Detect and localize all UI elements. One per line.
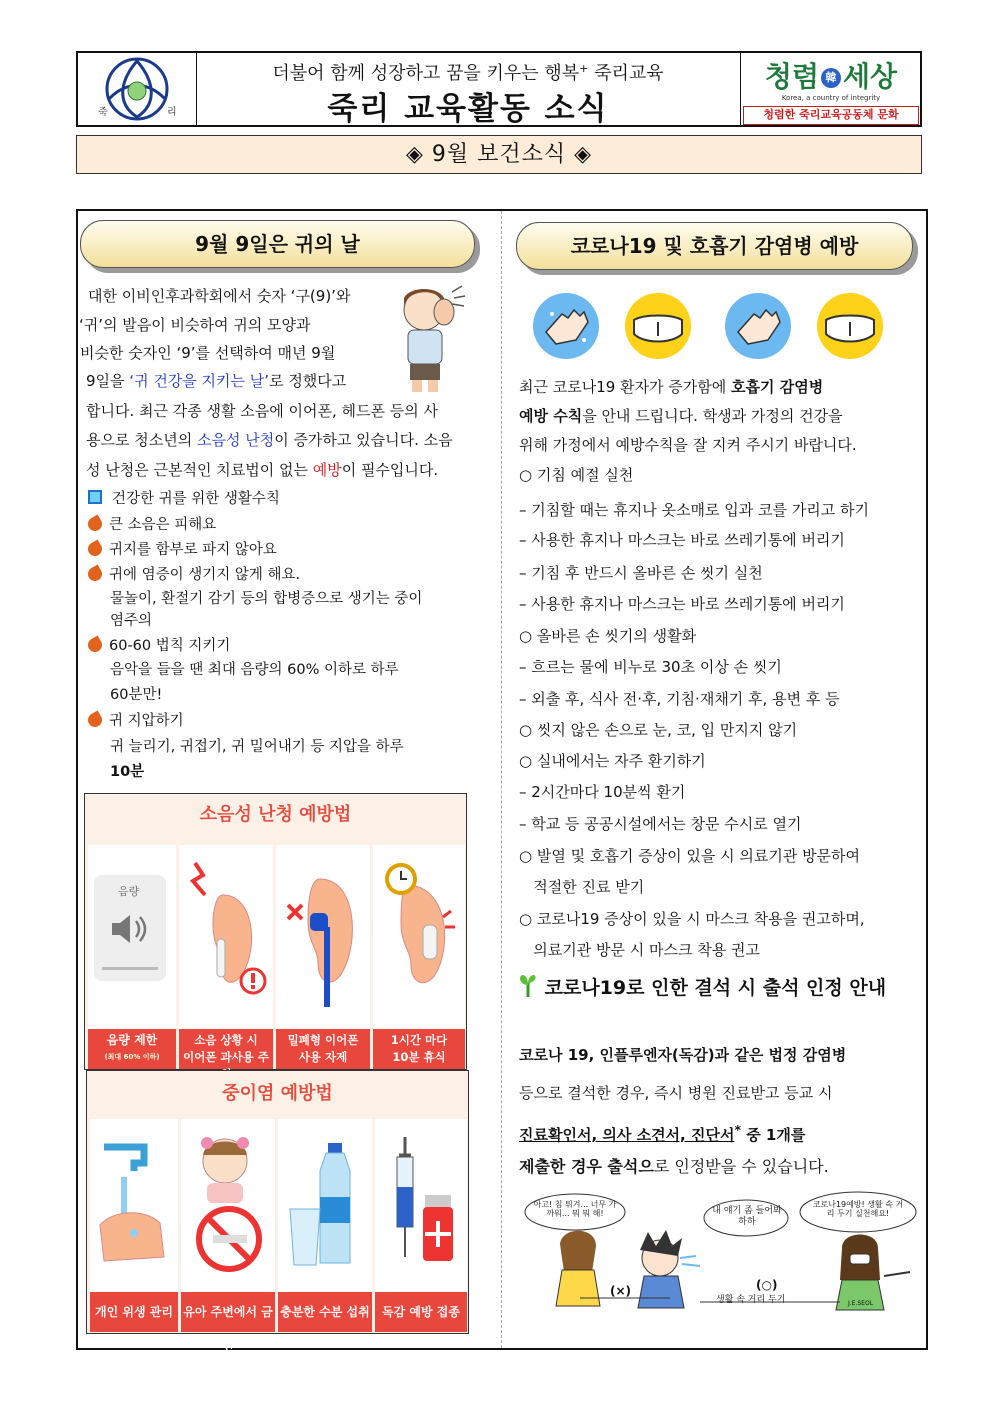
ear-intro-line-6 [86,425,453,455]
covid-intro-1b: 호흡기 감염병 [731,378,824,396]
ear-intro-line-4 [86,366,346,396]
covid-intro-line-3: 위해 가정에서 예방수칙을 잘 지켜 주시기 바랍니다. [519,436,857,454]
infographic-title: 소음성 난청 예방법 [199,804,352,825]
ear-rule-5 [88,709,184,733]
slogan-sup: + [579,62,589,75]
covid-item: ○ 코로나19 증상이 있을 시 마스크 착용을 권고하며, [519,910,865,928]
tile-caption-line-2: 10분 휴식 [392,1050,446,1064]
tile-no-smoking [181,1119,275,1353]
slogan [196,59,740,85]
ear-rule-5-detail-2: 10분 [110,764,145,780]
syringe-vaccine-icon [379,1133,463,1277]
tile-caption-line-1: 밀폐형 이어폰 [287,1033,359,1047]
ear-intro-4c: 로 정했다고 [269,372,347,390]
school-emblem-icon [78,53,196,125]
tile-caption: 충분한 수분 섭취 [278,1292,372,1332]
ear-rule-2 [88,538,277,562]
ear-boy-illustration-icon [386,284,466,394]
maple-leaf-icon [85,514,104,533]
covid-item: 적절한 진료 받기 [519,878,645,896]
covid-item: – 기침할 때는 휴지나 옷소매로 입과 코를 가리고 하기 [519,501,869,519]
covid-item: – 2시간마다 10분씩 환기 [519,783,686,801]
water-bottle-icon [282,1137,368,1277]
title-area [196,53,740,125]
ear-rule-4-detail-1: 음악을 들을 땐 최대 음량의 60% 이하로 하루 [110,662,399,678]
attendance-3c: 중 1개를 [740,1126,806,1144]
otitis-prevention-infographic [86,1070,469,1353]
hand-washing-icon [94,1137,174,1277]
tile-caption [88,1029,176,1069]
tile-hydration [278,1119,372,1332]
attendance-line-2: 등으로 결석한 경우, 즉시 병원 진료받고 등교 시 [519,1084,833,1102]
ear-day-heading: 9월 9일은 귀의 날 [80,220,475,268]
volume-panel [94,875,166,981]
ear-rule-4-detail-2: 60분만! [110,687,163,703]
tile-caption: 독감 예방 접종 [375,1292,467,1332]
covid-item: ○ 올바른 손 씻기의 생활화 [519,627,697,645]
integrity-brand [740,53,921,125]
covid-item: ○ 씻지 않은 손으로 눈, 코, 입 만지지 않기 [519,721,798,739]
baby-no-smoking-icon [185,1129,271,1279]
covid-intro-line-2 [519,401,843,431]
ear-rule-1 [88,513,216,537]
covid-item: 의료기관 방문 시 마스크 착용 권고 [519,941,761,959]
maple-leaf-icon [85,564,104,583]
handwash-mask-icons [532,292,892,360]
ear-rule-3 [88,563,300,587]
covid-intro-line-1 [519,372,823,402]
ear-rule-3-detail-2: 염주의 [110,613,153,629]
cartoon-signature: J.E.SEOL [848,1300,874,1307]
tile-caption-line-1: 음량 제한 [106,1033,158,1047]
footnote-mark: * [734,1122,741,1137]
covid-item: – 학교 등 공공시설에서는 창문 수시로 열기 [519,815,802,833]
ear-intro-7a: 성 난청은 근본적인 치료법이 없는 [86,461,313,479]
maple-leaf-icon [85,635,104,654]
ear-rule-1-text: 큰 소음은 피해요 [109,517,217,533]
brand-logo [745,55,917,95]
tile-caption-line-2: 사용 자제 [298,1050,348,1064]
covid-heading: 코로나19 및 호흡기 감염병 예방 [516,222,913,270]
document-types: 진료확인서, 의사 소견서, 진단서 [519,1126,735,1144]
ear-rule-5-text: 귀 지압하기 [109,713,184,729]
brand-logo-a: 청렴 [764,60,819,93]
ear-intro-line-3: 비슷한 숫자인 ‘9’를 선택하여 매년 9월 [80,344,336,362]
month-banner: ◈ 9월 보건소식 ◈ [76,135,922,174]
tile-caption [276,1029,370,1069]
brand-logo-b: 세상 [843,60,898,93]
ear-rule-3-detail-1: 물놀이, 환절기 감기 등의 합병증으로 생기는 중이 [110,591,423,607]
header-box [76,51,922,127]
ear-rules-title [88,487,280,511]
ear-intro-line-5: 합니다. 최근 각종 생활 소음에 이어폰, 헤드폰 등의 사 [86,402,438,420]
speaker-icon [108,909,154,949]
covid-item: – 기침 후 반드시 올바른 손 씻기 실천 [519,564,763,582]
tile-rest-break [373,845,465,1069]
tile-caption [179,1029,273,1069]
ear-intro-line-7 [86,455,438,485]
cartoon-caption: 생활 속 거리 두기 [716,1295,786,1305]
covid-intro-1a: 최근 코로나19 환자가 증가함에 [519,378,732,396]
sprout-icon [518,973,538,997]
covid-item: – 사용한 휴지나 마스크는 바로 쓰레기통에 버리기 [519,595,845,613]
tile-caption-line-1: 1시간 마다 [390,1033,448,1047]
brand-subtitle: Korea, a country of integrity [781,94,881,102]
ear-intro-line-2: ‘귀’의 발음이 비슷하여 귀의 모양과 [79,316,311,334]
attendance-line-3 [519,1115,805,1150]
tile-caption-line-1: 소음 상황 시 [194,1033,258,1047]
ear-rules-title-text: 건강한 귀를 위한 생활수칙 [112,491,280,507]
brand-band: 청렴한 죽리교육공동체 문화 [743,106,919,125]
slogan-text-b: 죽리교육 [588,63,664,84]
school-logo [78,53,197,125]
tile-caption-line-2: (최대 60% 이하) [104,1053,160,1061]
attendance-line-4 [519,1152,829,1182]
prevention-icons-row [532,292,892,364]
ear-intro-6c: 이 증가하고 있습니다. 소음 [274,431,453,449]
infographic-title: 중이염 예방법 [222,1083,333,1104]
volume-bar [102,967,158,970]
covid-intro-2b: 을 안내 드립니다. 학생과 가정의 건강을 [582,407,843,425]
covid-item: – 사용한 휴지나 마스크는 바로 쓰레기통에 버리기 [519,531,845,549]
covid-item: ○ 기침 예절 실천 [519,466,634,484]
covid-item: ○ 발열 및 호흡기 증상이 있을 시 의료기관 방문하여 [519,847,861,865]
page-title: 죽리 교육활동 소식 [327,91,609,127]
prevention-highlight: 예방 [312,461,342,479]
tile-closed-earphone [276,845,370,1069]
maple-leaf-icon [85,539,104,558]
attendance-4b: 로 인정받을 수 있습니다. [653,1157,829,1176]
attendance-line-1: 코로나 19, 인플루엔자(독감)과 같은 법정 감염병 [519,1046,847,1064]
attendance-heading-text: 코로나19로 인한 결석 시 출석 인정 안내 [544,977,887,999]
ear-rule-3-text: 귀에 염증이 생기지 않게 해요. [109,567,301,583]
tile-flu-vaccine [375,1119,467,1332]
slogan-text-a: 더불어 함께 성장하고 꿈을 키우는 행복 [272,63,580,84]
tile-noise-earphone [179,845,273,1069]
maple-leaf-icon [85,710,104,729]
noise-hearing-loss-infographic [84,793,467,1070]
ear-intro-line-1: 대한 이비인후과학회에서 숫자 ‘구(9)’와 [88,287,351,305]
ear-intro-7c: 이 필수입니다. [341,461,439,479]
ear-day-highlight: ‘귀 건강을 지키는 날’ [129,372,270,390]
tile-hygiene [90,1119,178,1332]
tile-caption-line-2: 이어폰 과사용 주 [183,1050,269,1064]
ear-earphone-warning-icon [183,855,269,1015]
covid-item: – 흐르는 물에 비누로 30초 이상 손 씻기 [519,658,782,676]
ear-intro-4a: 9일을 [86,372,130,390]
tile-caption: 개인 위생 관리 [90,1292,178,1332]
covid-intro-2a: 예방 수칙 [519,407,583,425]
ear-rule-4-text: 60-60 법칙 지키기 [109,638,231,654]
tile-caption [373,1029,465,1069]
tile-volume-limit [88,845,176,1069]
covid-item: – 외출 후, 식사 전·후, 기침·재채기 후, 용변 후 등 [519,690,840,708]
noise-hearing-loss-highlight: 소음성 난청 [196,431,275,449]
attendance-heading [518,973,886,1000]
tile-caption: 유아 주변에서 금연 [181,1292,275,1332]
speech-bubble-1: 아고! 침 튀겨... 너무 가까워... 뭐 뭐 해! [533,1200,617,1218]
ear-rule-5-detail-1: 귀 늘리기, 귀접기, 귀 밀어내기 등 지압을 하루 [110,739,404,755]
ear-rule-2-text: 귀지를 함부로 파지 않아요 [109,542,277,558]
logo-char-left: 죽 [98,107,108,118]
square-bullet-icon [88,490,102,504]
column-divider [501,211,502,1348]
brand-logo-mid: 韓 [821,68,841,88]
speech-bubble-2: 내 얘기 좀 들어봐 하하 [712,1206,782,1227]
logo-char-right: 리 [167,107,177,118]
wrong-mark: (×) [610,1284,632,1298]
ear-stopwatch-icon [377,855,461,1015]
ear-rule-4 [88,634,230,658]
covid-item: ○ 실내에서는 자주 환기하기 [519,752,706,770]
ear-intro-6a: 용으로 청소년의 [86,431,197,449]
right-mark: (○) [756,1278,778,1292]
volume-word: 음량 [118,885,140,898]
attendance-4a: 제출한 경우 출석으 [519,1157,654,1176]
ear-in-ear-earphone-icon [280,855,366,1015]
speech-bubble-3: 코로나19예방! 생활 속 거리 두기 실천해요! [812,1200,904,1218]
distancing-cartoon [520,1190,920,1312]
